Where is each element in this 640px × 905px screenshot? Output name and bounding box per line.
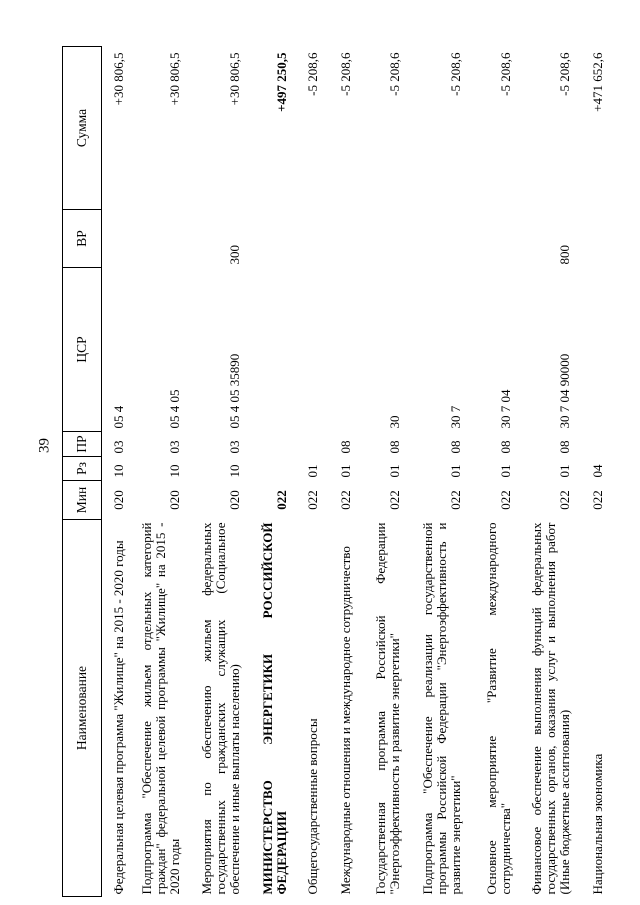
cell-vr xyxy=(245,210,292,268)
cell-csr xyxy=(323,268,356,432)
cell-sum: +30 806,5 xyxy=(167,52,182,106)
cell-rz: 01 xyxy=(305,464,320,478)
cell-vr: 300 xyxy=(227,245,242,265)
cell-name: Национальная экономика xyxy=(590,753,605,895)
cell-vr xyxy=(356,210,405,268)
cell-name: МИНИСТЕРСТВО ЭНЕРГЕТИКИ РОССИЙСКОЙ ФЕДЕРАЦИИ xyxy=(260,522,289,895)
cell-min: 022 xyxy=(387,490,402,510)
cell-pr xyxy=(575,432,608,457)
cell-rz: 04 xyxy=(590,464,605,478)
cell-pr: 03 xyxy=(227,440,242,454)
cell-min: 022 xyxy=(274,490,289,510)
cell-sum: -5 208,6 xyxy=(387,52,402,96)
table-row xyxy=(102,47,130,897)
header-name: Наименование xyxy=(63,520,102,897)
cell-csr: 30 7 xyxy=(448,405,463,429)
table-header-row xyxy=(63,47,102,897)
cell-sum: -5 208,6 xyxy=(448,52,463,96)
table-row xyxy=(356,47,405,897)
cell-csr: 30 7 04 90000 xyxy=(557,353,572,429)
cell-name: Общегосударственные вопросы xyxy=(305,718,320,895)
header-rz: Рз xyxy=(63,457,102,481)
cell-pr xyxy=(245,432,292,457)
cell-rz: 10 xyxy=(167,464,182,478)
cell-vr xyxy=(292,210,323,268)
cell-csr: 05 4 05 35890 xyxy=(227,353,242,429)
cell-sum: +497 250,5 xyxy=(274,52,289,112)
cell-csr: 30 7 04 xyxy=(498,389,513,429)
table-row xyxy=(466,47,516,897)
cell-rz: 01 xyxy=(498,464,513,478)
header-sum: Сумма xyxy=(63,47,102,210)
cell-min: 020 xyxy=(227,490,242,510)
cell-rz xyxy=(245,457,292,481)
cell-min: 022 xyxy=(498,490,513,510)
header-csr: ЦСР xyxy=(63,268,102,432)
table-row xyxy=(323,47,356,897)
cell-sum: +30 806,5 xyxy=(111,52,126,106)
cell-csr: 05 4 05 xyxy=(167,389,182,429)
cell-csr xyxy=(245,268,292,432)
table-row xyxy=(292,47,323,897)
cell-vr xyxy=(129,210,185,268)
cell-min: 022 xyxy=(557,490,572,510)
cell-vr: 800 xyxy=(557,245,572,265)
cell-name: Мероприятия по обеспечению жильем федеральных государственных гражданских служащих (Социальное обеспечение и иные выплаты населению) xyxy=(199,522,242,895)
cell-min: 022 xyxy=(305,490,320,510)
budget-table-rotated xyxy=(62,47,605,897)
cell-name: Государственная программа Российской Федерации "Энергоэффективность и развитие энергетики" xyxy=(373,522,402,895)
cell-csr: 05 4 xyxy=(111,405,126,429)
cell-sum: -5 208,6 xyxy=(498,52,513,96)
cell-sum: -5 208,6 xyxy=(338,52,353,96)
cell-vr xyxy=(466,210,516,268)
cell-name: Федеральная целевая программа "Жилище" на 2015 - 2020 годы xyxy=(111,540,126,895)
header-min: Мин xyxy=(63,481,102,520)
cell-pr: 03 xyxy=(111,440,126,454)
cell-min: 022 xyxy=(448,490,463,510)
table-row xyxy=(516,47,575,897)
header-vr: ВР xyxy=(63,210,102,268)
table-row xyxy=(405,47,466,897)
cell-vr xyxy=(575,210,608,268)
cell-rz: 10 xyxy=(227,464,242,478)
cell-vr xyxy=(405,210,466,268)
cell-name: Подпрограмма "Обеспечение реализации государственной программы Российской Федерации "Энергоэффективность и развитие энергетики" xyxy=(420,522,463,895)
cell-pr: 08 xyxy=(387,440,402,454)
cell-pr: 08 xyxy=(448,440,463,454)
cell-pr: 08 xyxy=(557,440,572,454)
cell-rz: 01 xyxy=(448,464,463,478)
cell-min: 022 xyxy=(338,490,353,510)
table-row xyxy=(129,47,185,897)
cell-sum: -5 208,6 xyxy=(305,52,320,96)
page-number: 39 xyxy=(36,438,53,453)
cell-vr xyxy=(323,210,356,268)
cell-pr: 08 xyxy=(338,440,353,454)
cell-name: Подпрограмма "Обеспечение жильем отдельных категорий граждан" федеральной целевой программы "Жилище" на 2015 - 2020 годы xyxy=(139,522,182,895)
cell-name: Финансовое обеспечение выполнения функций федеральных государственных органов, оказания услуг и выполнения работ (Иные бюджетные ассигнования) xyxy=(529,522,572,895)
cell-name: Основное мероприятие "Развитие международного сотрудничества" xyxy=(484,522,513,895)
cell-sum: +471 652,6 xyxy=(590,52,605,112)
cell-min: 020 xyxy=(167,490,182,510)
table-row xyxy=(245,47,292,897)
cell-pr: 03 xyxy=(167,440,182,454)
cell-pr: 08 xyxy=(498,440,513,454)
cell-rz: 01 xyxy=(338,464,353,478)
cell-min: 020 xyxy=(111,490,126,510)
cell-csr xyxy=(575,268,608,432)
cell-rz: 01 xyxy=(387,464,402,478)
cell-pr xyxy=(292,432,323,457)
cell-sum: -5 208,6 xyxy=(557,52,572,96)
cell-min: 022 xyxy=(590,490,605,510)
cell-sum: +30 806,5 xyxy=(227,52,242,106)
header-pr: ПР xyxy=(63,432,102,457)
cell-csr: 30 xyxy=(387,415,402,429)
budget-table xyxy=(62,46,608,897)
table-row xyxy=(575,47,608,897)
cell-rz: 10 xyxy=(111,464,126,478)
cell-name: Международные отношения и международное сотрудничество xyxy=(338,546,353,895)
table-row xyxy=(185,47,245,897)
cell-rz: 01 xyxy=(557,464,572,478)
cell-csr xyxy=(292,268,323,432)
cell-vr xyxy=(102,210,130,268)
